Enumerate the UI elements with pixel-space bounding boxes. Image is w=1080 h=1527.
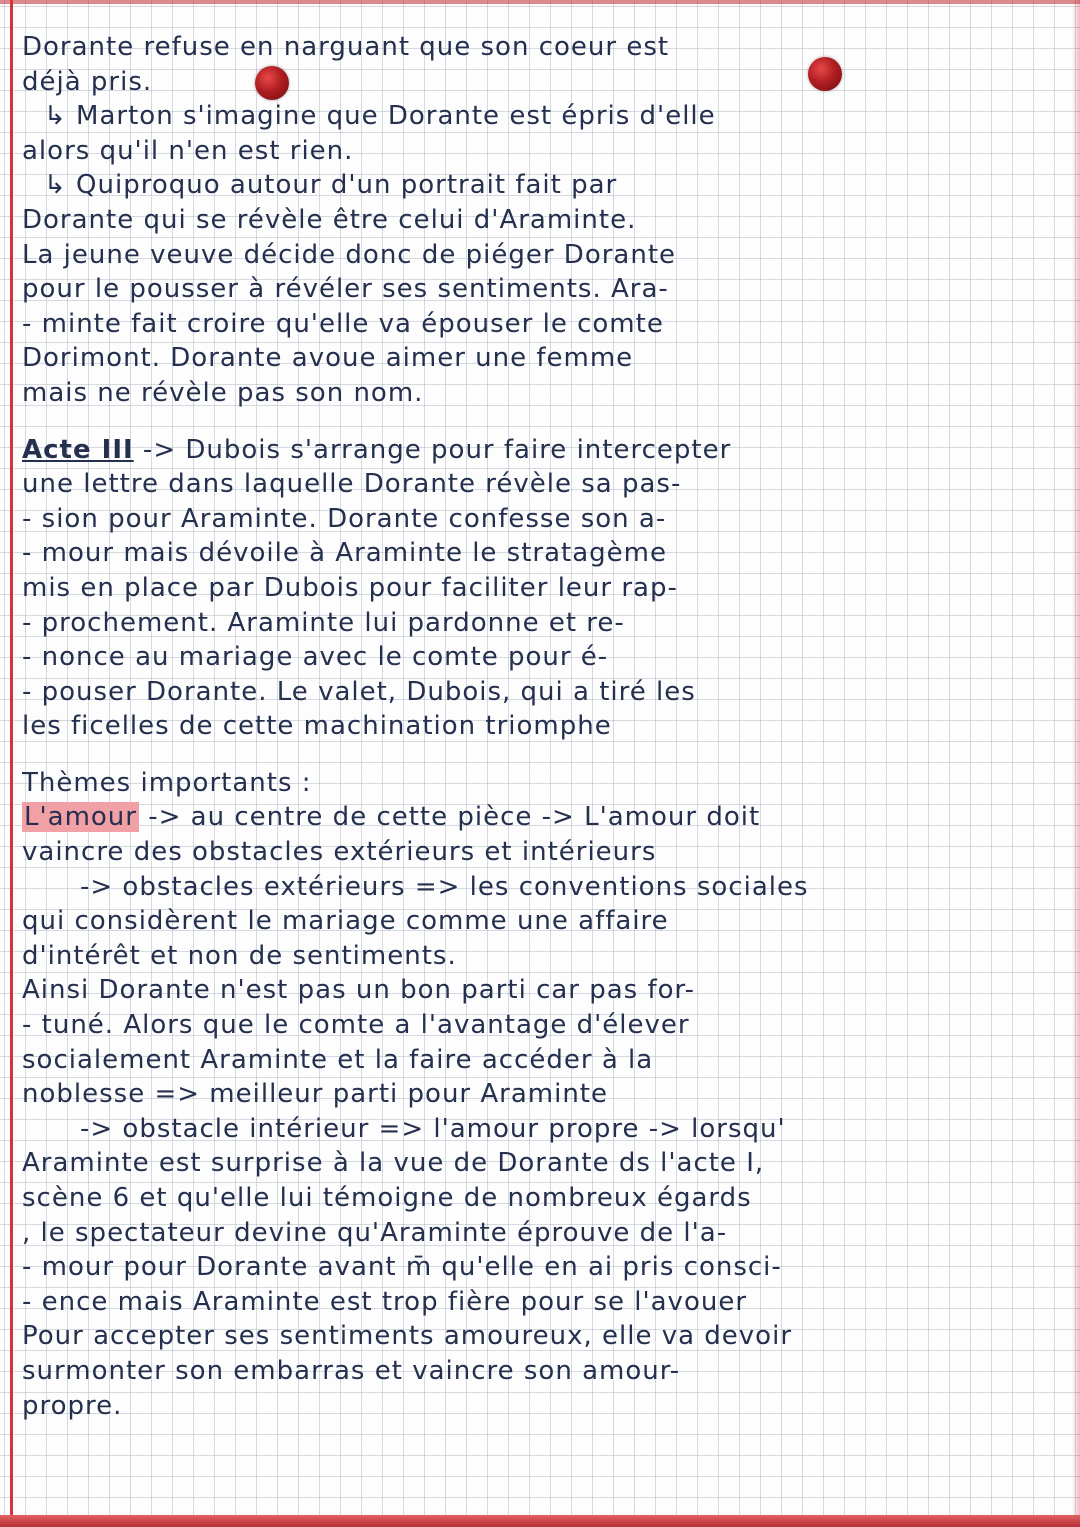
amour-highlight-label: L'amour xyxy=(24,802,137,833)
note-line: ↳ Marton s'imagine que Dorante est épris d'elle xyxy=(44,101,716,132)
note-line: , le spectateur devine qu'Araminte éprouve de l'a- xyxy=(22,1217,728,1248)
note-line: surmonter son embarras et vaincre son amour- xyxy=(22,1355,681,1386)
themes-heading: Thèmes importants : xyxy=(22,767,312,798)
note-line: - prochement. Araminte lui pardonne et re- xyxy=(22,607,625,638)
note-line: -> obstacle intérieur => l'amour propre -> lorsqu' xyxy=(80,1113,786,1144)
note-line: - pouser Dorante. Le valet, Dubois, qui a tiré les xyxy=(22,676,696,707)
note-line: qui considèrent le mariage comme une affaire xyxy=(22,906,669,937)
note-line: scène 6 et qu'elle lui témoigne de nombreux égards xyxy=(22,1183,752,1213)
note-line: ↳ Quiproquo autour d'un portrait fait par xyxy=(44,170,618,201)
note-line: Dorante refuse en narguant que son coeur est xyxy=(22,32,670,62)
note-line: - nonce au mariage avec le comte pour é- xyxy=(22,642,609,673)
paragraph-gap xyxy=(22,411,1062,433)
note-line: La jeune veuve décide donc de piéger Dorante xyxy=(22,239,677,270)
page-bottom-edge xyxy=(0,1515,1080,1527)
note-line: Araminte est surprise à la vue de Dorante ds l'acte I, xyxy=(22,1148,765,1179)
paragraph-gap xyxy=(22,744,1062,766)
page-right-edge xyxy=(1072,0,1080,1527)
amour-line xyxy=(22,800,1062,835)
note-line: noblesse => meilleur parti pour Araminte xyxy=(22,1079,608,1110)
note-line: d'intérêt et non de sentiments. xyxy=(22,940,457,971)
note-line: Dorante qui se révèle être celui d'Araminte. xyxy=(22,204,637,235)
note-line: socialement Araminte et la faire accéder à la xyxy=(22,1044,654,1075)
note-line: - tuné. Alors que le comte a l'avantage d'élever xyxy=(22,1010,690,1041)
note-line: -> obstacles extérieurs => les conventions sociales xyxy=(80,871,809,902)
note-line: Ainsi Dorante n'est pas un bon parti car pas for- xyxy=(22,975,695,1006)
handwritten-notes xyxy=(22,30,1062,1423)
acte-three-line xyxy=(22,433,1062,468)
note-line: une lettre dans laquelle Dorante révèle sa pas- xyxy=(22,469,682,500)
note-line: propre. xyxy=(22,1390,123,1421)
page-top-edge xyxy=(0,0,1080,4)
red-margin-line xyxy=(10,0,13,1527)
note-line: pour le pousser à révéler ses sentiments. Ara- xyxy=(22,274,669,305)
note-line: mis en place par Dubois pour faciliter leur rap- xyxy=(22,572,678,603)
note-line: - mour pour Dorante avant m̄ qu'elle en ai pris consci- xyxy=(22,1252,782,1283)
note-line: Dorimont. Dorante avoue aimer une femme xyxy=(22,343,634,374)
note-line: - minte fait croire qu'elle va épouser le comte xyxy=(22,308,664,339)
note-line: Pour accepter ses sentiments amoureux, elle va devoir xyxy=(22,1321,793,1352)
note-line: les ficelles de cette machination triomphe xyxy=(22,711,612,742)
note-line: alors qu'il n'en est rien. xyxy=(22,135,354,166)
note-line: déjà pris. xyxy=(22,66,153,97)
acte-three-label: Acte III xyxy=(22,434,134,465)
amour-text: -> au centre de cette pièce -> L'amour doit xyxy=(138,802,761,833)
acte-three-text: -> Dubois s'arrange pour faire intercepter xyxy=(133,434,732,465)
note-line: vaincre des obstacles extérieurs et intérieurs xyxy=(22,837,657,868)
note-line: - ence mais Araminte est trop fière pour se l'avouer xyxy=(22,1286,748,1317)
note-line: - mour mais dévoile à Araminte le stratagème xyxy=(22,538,667,569)
note-line: - sion pour Araminte. Dorante confesse son a- xyxy=(22,503,667,534)
note-line: mais ne révèle pas son nom. xyxy=(22,377,424,408)
